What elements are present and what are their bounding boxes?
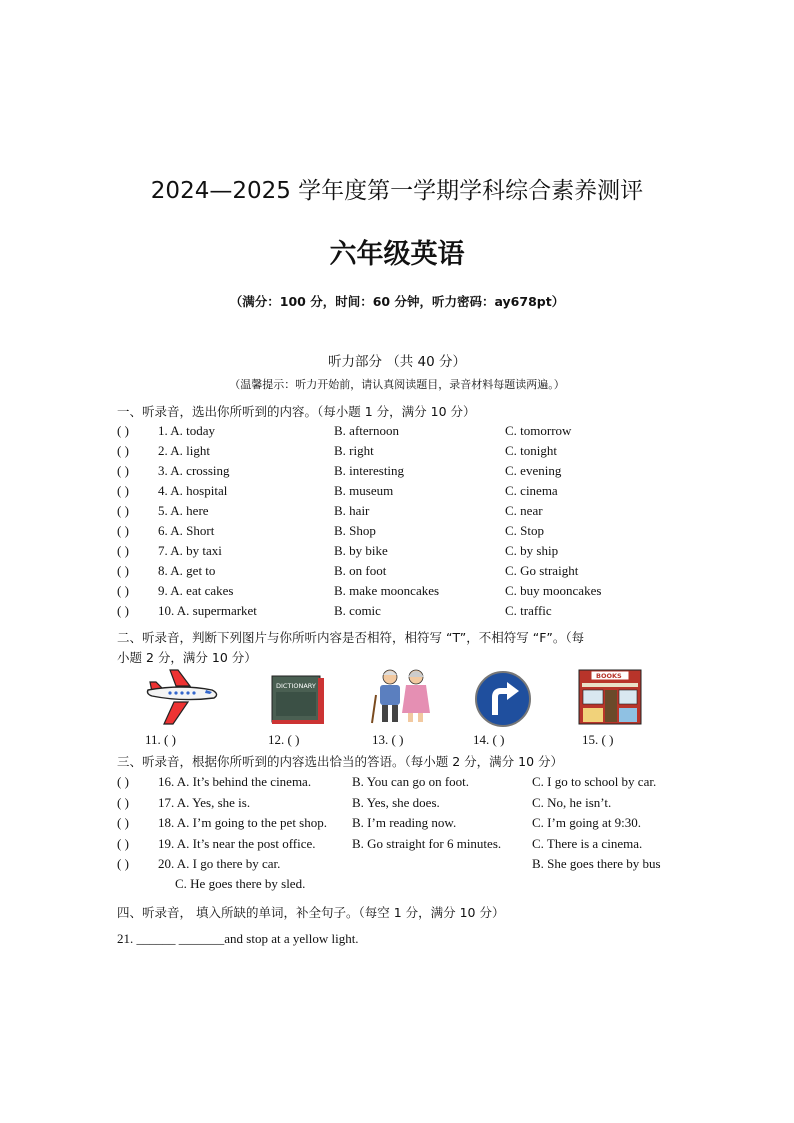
- question-option-a: 18. A. I’m going to the pet shop.: [158, 815, 327, 830]
- question-option-c: C. There is a cinema.: [532, 835, 643, 851]
- question-option-b: B. I’m reading now.: [352, 815, 457, 830]
- q11-label: 11. ( ): [145, 732, 176, 747]
- elderly-couple-icon: [368, 667, 438, 725]
- answer-blank: ( ): [117, 443, 129, 458]
- question-option-c: C. cinema: [505, 483, 558, 498]
- section2-heading-line2: 小题 2 分，满分 10 分）: [117, 650, 257, 665]
- answer-blank: ( ): [117, 503, 129, 518]
- question-option-c: C. Go straight: [505, 563, 579, 578]
- q13-label: 13. ( ): [372, 732, 404, 747]
- answer-blank: ( ): [117, 815, 129, 830]
- question-option-c: C. traffic: [505, 603, 552, 618]
- question-option-b: B. You can go on foot.: [352, 774, 470, 789]
- q15-label: 15. ( ): [582, 732, 614, 747]
- question-option-a: 19. A. It’s near the post office.: [158, 835, 316, 851]
- exam-subtitle: 六年级英语: [329, 239, 465, 270]
- question-option-a: 20. A. I go there by car.: [158, 856, 281, 871]
- turn-right-sign-icon: [473, 669, 533, 729]
- bookstore-icon: [577, 668, 643, 726]
- question-option-b: B. on foot: [334, 563, 387, 578]
- question-option-b: B. comic: [334, 603, 381, 618]
- answer-blank: ( ): [117, 483, 129, 498]
- question-option-c: C. I’m going at 9:30.: [532, 815, 642, 830]
- question-option-c: C. No, he isn’t.: [532, 794, 612, 810]
- answer-blank: ( ): [117, 774, 129, 789]
- question-option-b: B. right: [334, 443, 374, 458]
- question-option-b: B. Shop: [334, 523, 376, 538]
- airplane-icon: [142, 668, 222, 726]
- question-option-a: 17. A. Yes, she is.: [158, 794, 251, 810]
- question-option-b: B. She goes there by bus: [532, 856, 661, 871]
- question-option-a: 6. A. Short: [158, 523, 215, 538]
- question-option-c: C. by ship: [505, 543, 559, 558]
- question-option-c: C. tonight: [505, 443, 558, 458]
- answer-blank: ( ): [117, 583, 129, 598]
- answer-blank: ( ): [117, 423, 129, 438]
- q20-option-c: C. He goes there by sled.: [175, 876, 306, 891]
- question-option-c: C. near: [505, 503, 543, 518]
- answer-blank: ( ): [117, 603, 129, 618]
- question-option-a: 8. A. get to: [158, 563, 216, 578]
- question-option-b: B. by bike: [334, 543, 388, 558]
- answer-blank: ( ): [117, 523, 129, 538]
- exam-info: （满分：100 分，时间：60 分钟，听力密码：ay678pt）: [229, 294, 565, 309]
- question-option-a: 7. A. by taxi: [158, 543, 222, 558]
- answer-blank: ( ): [117, 543, 129, 558]
- answer-blank: ( ): [117, 835, 129, 851]
- section3-heading: 三、听录音，根据你所听到的内容选出恰当的答语。（每小题 2 分，满分 10 分）: [117, 754, 564, 769]
- question-option-a: 10. A. supermarket: [158, 603, 257, 618]
- question-option-c: C. I go to school by car.: [532, 774, 657, 789]
- question-option-a: 5. A. here: [158, 503, 209, 518]
- q12-label: 12. ( ): [268, 732, 300, 747]
- exam-title: 2024—2025 学年度第一学期学科综合素养测评: [150, 178, 644, 204]
- question-option-c: C. Stop: [505, 523, 545, 538]
- question-option-b: B. afternoon: [334, 423, 399, 438]
- question-option-a: 3. A. crossing: [158, 463, 230, 478]
- dictionary-label: DICTIONARY: [276, 682, 316, 690]
- section4-heading: 四、听录音， 填入所缺的单词，补全句子。（每空 1 分，满分 10 分）: [117, 905, 505, 920]
- answer-blank: ( ): [117, 463, 129, 478]
- question-option-c: C. tomorrow: [505, 423, 572, 438]
- question-option-a: 16. A. It’s behind the cinema.: [158, 774, 312, 789]
- question-option-c: C. buy mooncakes: [505, 583, 602, 598]
- question-option-b: B. Yes, she does.: [352, 794, 440, 810]
- answer-blank: ( ): [117, 794, 129, 810]
- question-option-b: B. interesting: [334, 463, 405, 478]
- listening-tip: （温馨提示：听力开始前，请认真阅读题目，录音材料每题读两遍。）: [229, 378, 565, 391]
- question-option-a: 1. A. today: [158, 423, 216, 438]
- question-option-a: 2. A. light: [158, 443, 211, 458]
- question-option-a: 4. A. hospital: [158, 483, 228, 498]
- question-option-b: B. hair: [334, 503, 370, 518]
- question-option-c: C. evening: [505, 463, 562, 478]
- question-option-b: B. make mooncakes: [334, 583, 440, 598]
- section2-heading-line1: 二、听录音，判断下列图片与你所听内容是否相符，相符写 “T”，不相符写 “F”。（每: [117, 630, 585, 645]
- answer-blank: ( ): [117, 856, 129, 871]
- dictionary-icon: [268, 672, 328, 726]
- listening-heading: 听力部分 （共 40 分）: [327, 354, 467, 370]
- section1-heading: 一、听录音，选出你所听到的内容。（每小题 1 分，满分 10 分）: [117, 404, 476, 419]
- q14-label: 14. ( ): [473, 732, 505, 747]
- question-option-b: B. museum: [334, 483, 394, 498]
- bookstore-label: BOOKS: [596, 672, 622, 680]
- question-option-a: 9. A. eat cakes: [158, 583, 234, 598]
- question-option-b: B. Go straight for 6 minutes.: [352, 835, 502, 851]
- q21-text: 21. ______ _______and stop at a yellow light.: [117, 931, 359, 946]
- answer-blank: ( ): [117, 563, 129, 578]
